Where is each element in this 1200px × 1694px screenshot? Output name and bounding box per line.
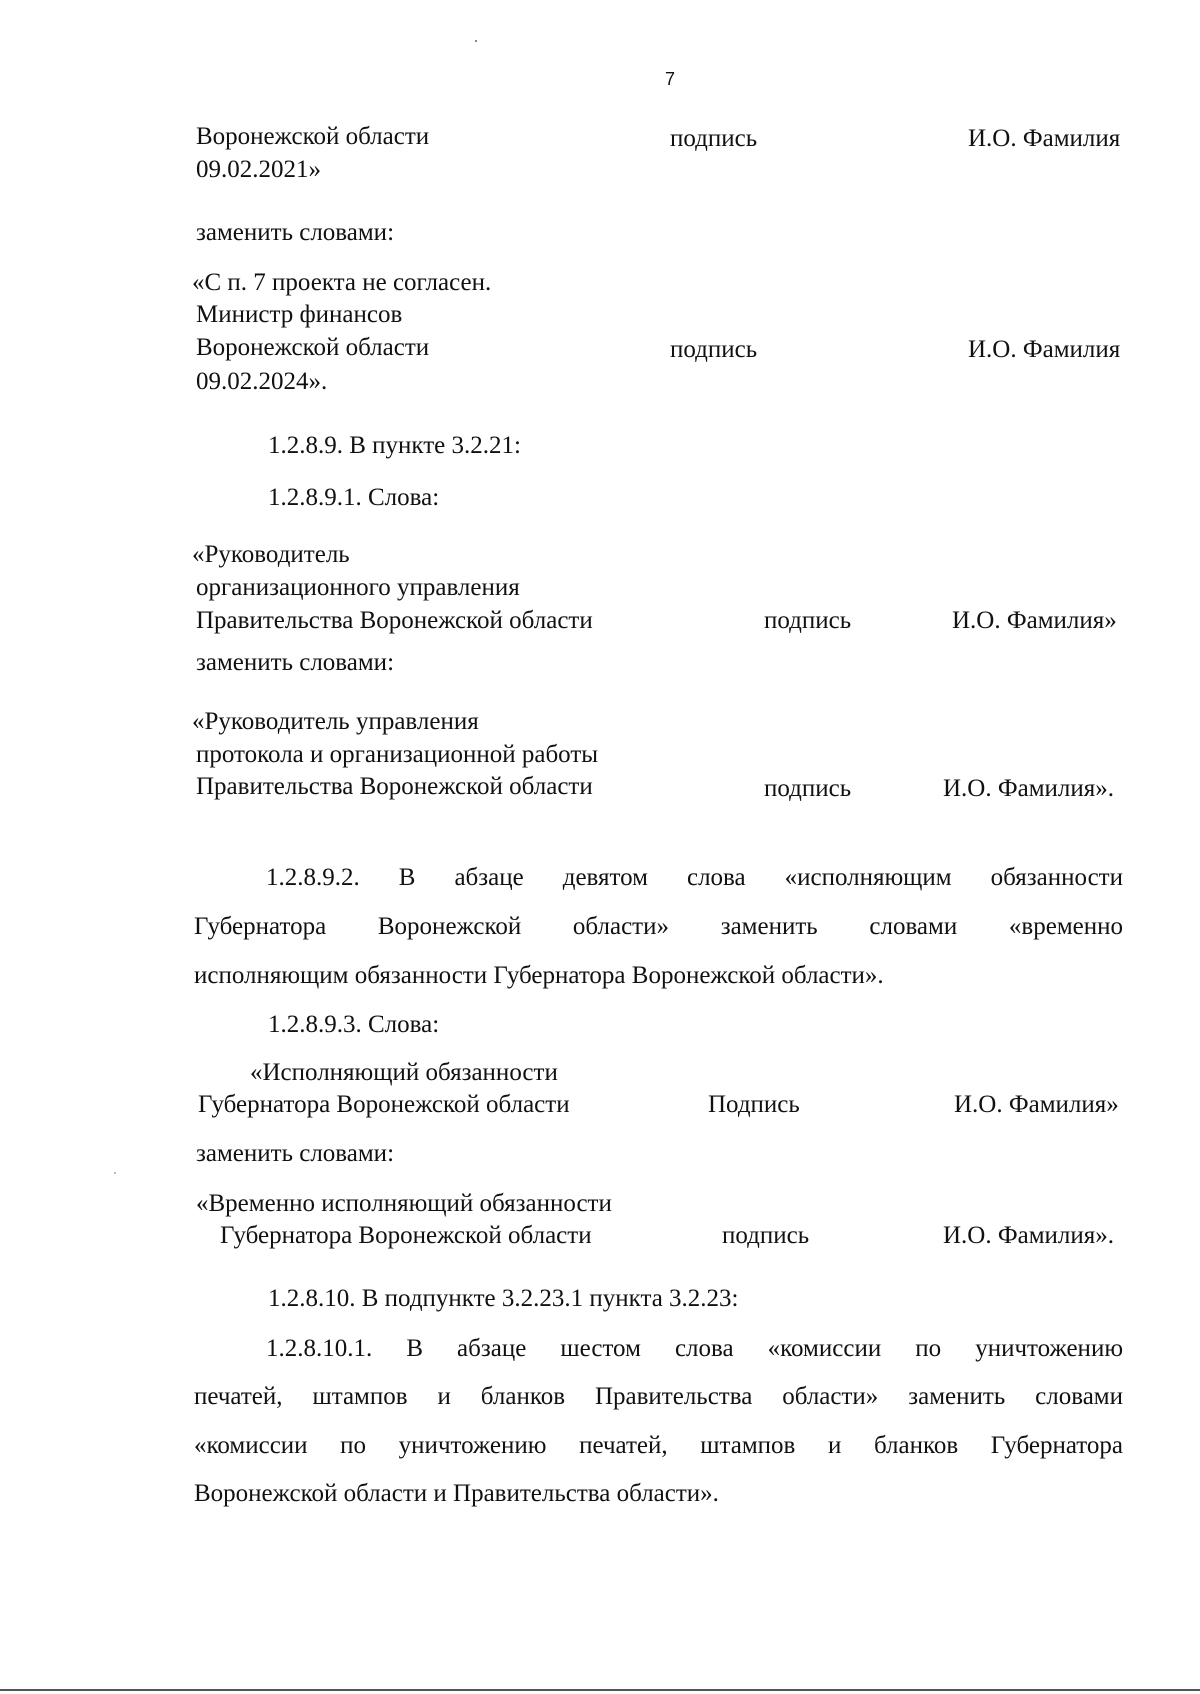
signature-block-6-sign: подпись (722, 1222, 810, 1249)
signature-block-1-sign: подпись (670, 125, 758, 152)
replace-with-1: заменить словами: (196, 219, 395, 246)
item-1-2-8-9: 1.2.8.9. В пункте 3.2.21: (268, 432, 521, 459)
signature-block-6-line-1: «Временно исполняющий обязанности (196, 1190, 612, 1217)
paragraph-1-2-8-10-1-line-3: «комиссии по уничтожению печатей, штампов и бланков Губернатора (194, 1432, 1123, 1459)
signature-block-5-line-1: «Исполняющий обязанности (250, 1059, 558, 1086)
signature-block-2-line-4: 09.02.2024». (196, 368, 328, 395)
signature-block-3-line-1: «Руководитель (192, 541, 350, 568)
paragraph-1-2-8-10-1-line-4: Воронежской области и Правительства области». (194, 1480, 719, 1507)
signature-block-3-line-3: Правительства Воронежской области (196, 607, 593, 634)
signature-block-2-name: И.О. Фамилия (968, 336, 1121, 363)
signature-block-1-line-2: 09.02.2021» (196, 156, 321, 183)
paragraph-1-2-8-10-1-line-1: 1.2.8.10.1. В абзаце шестом слова «комиссии по уничтожению (266, 1335, 1123, 1362)
page-number: 7 (665, 69, 676, 89)
signature-block-1-line-1: Воронежской области (196, 123, 430, 150)
signature-block-6-line-2: Губернатора Воронежской области (220, 1222, 592, 1249)
scan-dot-left (114, 1172, 116, 1174)
signature-block-3-line-2: организационного управления (196, 574, 520, 601)
signature-block-2-sign: подпись (670, 336, 758, 363)
scan-dot (475, 40, 477, 42)
paragraph-1-2-8-10-1-line-2: печатей, штампов и бланков Правительства области» заменить словами (194, 1383, 1123, 1410)
signature-block-4-name: И.О. Фамилия». (943, 775, 1115, 802)
paragraph-1-2-8-9-2-line-2: Губернатора Воронежской области» заменить словами «временно (194, 913, 1123, 940)
paragraph-1-2-8-9-2-line-3: исполняющим обязанности Губернатора Воронежской области». (194, 962, 884, 989)
signature-block-4-sign: подпись (764, 775, 852, 802)
replace-with-2: заменить словами: (196, 649, 395, 676)
signature-block-3-name: И.О. Фамилия» (952, 607, 1117, 634)
signature-block-2-line-1: «С п. 7 проекта не согласен. (192, 269, 492, 296)
item-1-2-8-10: 1.2.8.10. В подпункте 3.2.23.1 пункта 3.2.23: (268, 1285, 739, 1312)
replace-with-3: заменить словами: (196, 1140, 395, 1167)
item-1-2-8-9-3: 1.2.8.9.3. Слова: (268, 1011, 440, 1038)
signature-block-4-line-1: «Руководитель управления (192, 708, 479, 735)
signature-block-5-line-2: Губернатора Воронежской области (198, 1091, 570, 1118)
signature-block-5-name: И.О. Фамилия» (954, 1091, 1119, 1118)
signature-block-2-line-2: Министр финансов (196, 301, 403, 328)
signature-block-3-sign: подпись (764, 607, 852, 634)
paragraph-1-2-8-9-2-line-1: 1.2.8.9.2. В абзаце девятом слова «исполняющим обязанности (266, 864, 1123, 891)
scan-bottom-edge (0, 1689, 1200, 1691)
signature-block-1-name: И.О. Фамилия (968, 125, 1121, 152)
signature-block-4-line-3: Правительства Воронежской области (196, 773, 593, 800)
signature-block-2-line-3: Воронежской области (196, 334, 430, 361)
signature-block-6-name: И.О. Фамилия». (943, 1222, 1115, 1249)
item-1-2-8-9-1: 1.2.8.9.1. Слова: (268, 484, 440, 511)
signature-block-5-sign: Подпись (708, 1091, 800, 1118)
signature-block-4-line-2: протокола и организационной работы (196, 741, 599, 768)
